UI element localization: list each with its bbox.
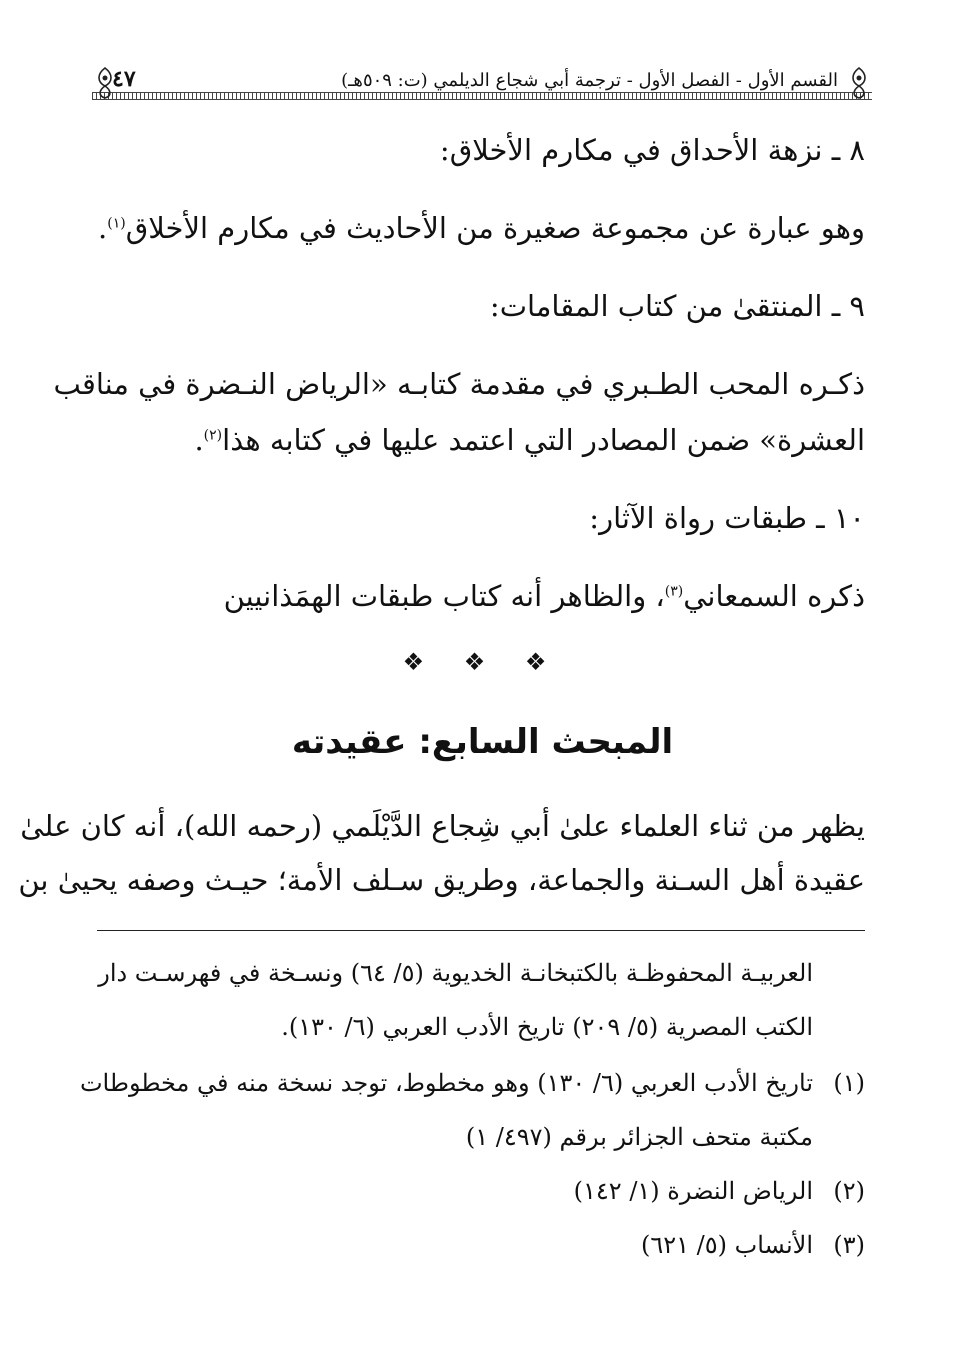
paragraph-item-10: [100, 576, 865, 616]
footnote-number: (١): [833, 1069, 865, 1097]
heading-item-10: ١٠ ـ طبقات رواة الآثار:: [589, 501, 865, 535]
section-paragraph-line-2: عقيدة أهل السـنة والجماعة، وطريق سـلف الأمة؛ حيـث وصفه يحيىٰ بن: [18, 863, 865, 897]
footnote-2: [100, 1174, 865, 1208]
footnote-number: (٢): [833, 1177, 865, 1205]
running-header: [92, 66, 872, 100]
footnote-continuation-line-2: الكتب المصرية (٥/ ٢٠٩) تاريخ الأدب العربي (٦/ ١٣٠).: [281, 1013, 813, 1041]
footnote-ref: (١): [107, 215, 126, 232]
footnote-1: [79, 1066, 865, 1100]
heading-item-8: ٨ ـ نزهة الأحداق في مكارم الأخلاق:: [439, 133, 865, 167]
paragraph-item-9-line-2: العشرة» ضمن المصادر التي اعتمد عليها في كتابه هذا$^{(٢)}$.: [194, 423, 865, 457]
footnote-ref: (٣): [664, 583, 684, 600]
paragraph-text: ، والظاهر أنه كتاب طبقات الهمَذانيين: [223, 579, 665, 613]
paragraph-text: وهو عبارة عن مجموعة صغيرة من الأحاديث في مكارم الأخلاق: [125, 211, 865, 245]
footnote-1-line-2: مكتبة متحف الجزائر برقم (٤٩٧/ ١): [465, 1123, 813, 1151]
footnote-ref: (٢): [203, 427, 223, 444]
footnote-text: الرياض النضرة (١/ ١٤٢): [573, 1177, 813, 1205]
heading-item-9: ٩ ـ المنتقىٰ من كتاب المقامات:: [489, 289, 865, 323]
section-paragraph-line-1: يظهر من ثناء العلماء علىٰ أبي شِجاع الدَّيْلَمي (رحمه الله)، أنه كان علىٰ: [20, 809, 865, 843]
footnote-separator: [97, 930, 865, 931]
paragraph-item-8: وهو عبارة عن مجموعة صغيرة من الأحاديث في مكارم الأخلاق$^{(١)}$.: [98, 211, 865, 245]
paragraph-text: العشرة» ضمن المصادر التي اعتمد عليها في كتابه هذا: [222, 423, 865, 457]
section-divider: ❖ ❖ ❖: [402, 648, 563, 676]
header-rule: [92, 92, 872, 100]
footnote-continuation-line-1: العربيـة المحفوظـة بالكتبخانـة الخديوية (٥/ ٦٤) ونسـخة في فهرسـت دار: [98, 959, 813, 987]
paragraph-item-9-line-1: ذكـره المحب الطـبري في مقدمة كتابـه «الرياض النـضرة في مناقب: [53, 367, 865, 401]
page-number: ٤٧: [112, 66, 136, 92]
paragraph-text: ذكره السمعاني: [683, 579, 865, 613]
section-title: المبحث السابع: عقيدته: [291, 722, 674, 762]
footnote-text: الأنساب (٥/ ٦٢١): [641, 1231, 813, 1259]
footnote-text: تاريخ الأدب العربي (٦/ ١٣٠) وهو مخطوط، توجد نسخة منه في مخطوطات: [79, 1069, 813, 1097]
running-title: القسم الأول - الفصل الأول - ترجمة أبي شجاع الديلمي (ت: ٥٠٩هـ): [341, 70, 838, 91]
footnote-3: [100, 1228, 865, 1262]
footnote-number: (٣): [833, 1231, 865, 1259]
